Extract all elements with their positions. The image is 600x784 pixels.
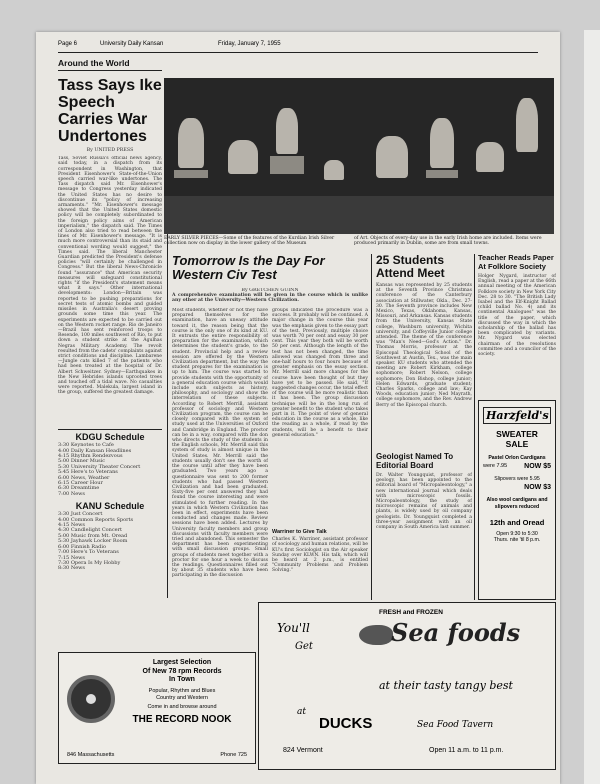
at-text: at [297,707,306,717]
schedule-item: 7:15 News [58,554,85,561]
cardigans-line: Pastel Orlon Cardigans [488,455,546,461]
paper-name: University Daily Kansan [100,41,164,47]
schedule-item: 7:30 Opera Is My Hobby [58,559,121,566]
column-rule [371,254,372,600]
cardigan-prices [483,463,551,470]
adjacent-page-edge [584,30,600,784]
record-nook-name: THE RECORD NOOK [132,713,232,725]
geologist-article [376,452,472,600]
schedule-item: 6:30 Dreamtime [58,485,100,492]
photo-caption-right [354,236,554,247]
record-nook-address: 846 Massachusetts [67,752,115,758]
geologist-headline: Geologist Named To Editorial Board [376,452,454,470]
harzfelds-ad [478,400,556,600]
store-hours: Open 9:30 to 5:30 [496,531,538,537]
tass-body: Tass, Soviet Russia's official news agency, said today, in a dispatch from its correspondent in Washington, that President Eisenhower's State-of-the-Union speech carried war-like undertones. The Tass dispatch said Mr. Eisenhower's message to Congress yesterday indicated the United States has no desire to discontinue its "policy of increasing armaments." "Mr. Eisenhower's message showed that the United States domestic policy will be completely subordinated to the foreign policy aims of American imperialism," the dispatch said. The Times of London also tried to read between the lines of Mr. Eisenhower's message. "It is much more controversial than its staid and conventional wording would suggest," the Times said. The liberal Manchester Guardian predicted the President's defense policies "will certainly be challenged in Congress." But the liberal News-Chronicle found "assurance" that American security measures will safeguard constitutional rights "if the President's statement means what it says." Other international developments: London—Britain was reported to be pushing preparations for secret tests of atomic bombs and guided missiles in Australia's desert proving grounds some time this year. The experiments are expected to be carried out on the Western rocket range. Rio de Janeiro—Brazil has sent reinforced troops to Resende, 100 miles southwest of Rio, to put down a student strike at the Agulhas Negras Military Academy. The revolt resulted from the cadets' complaints against strict conditions and discipline. Lambarene—Jungle cats killed 7 of the patients who had been treated at the hospital of Dr. Albert Schweitzer. Sydney—Earthquakes in the New Hebrides islands uprooted trees and touched off a tidal wave. No casualties were reported. Malekula, largest island in the group, suffered the greatest damage. [58,156,162,396]
schedule-item: 7:00 Here's To Veterans [58,549,119,556]
westciv-body-1: Most students, whether or not they have prepared themselves for the examination, have an uneasy attitude toward it, the reason being that the course is the only one of its kind at KU. It entrusts the entire responsibility of preparation for the examination, which determines the student's grade, to the student. Provincial help and a review session are offered by the Western Civilization department, but the way the student prepares for the examination is up to him. The course was started to provide students with the opportunity of a general education course which would include such subjects as history, philosophy, and sociology and show the interrelation of these subjects. According to Robert Merrill, assistant professor of sociology and Western Civilization program, the course can be closely compared with the system of study used at the Universities of Oxford and Cambridge in England. The proctor can be in a way, compared with the don who directs the study of the students in the English schools, Mr. Merrill said this system of study is almost unique in the United States. Mr. Merrill said the students usually don't see the worth of the course until after they have been graduated. Two years ago a questionnaire was sent to 200 former students who had passed Western Civilization and had been graduated. Sixty-five per cent answered they had found the course interesting and were stimulated to further reading. In the years in which Western Civilization has been in effect, experiments have been conducted and changes made. Review sessions have been added. Lectures by University faculty members and group discussions with faculty members were tried and abandoned. This semester the department has been experimenting with small discussion groups. Small groups of students meet together with a proctor for one hour a week to discuss the readings. Questionnaires filled out by about 35 students who have been participating in the discussion [172,308,268,579]
schedule-item: 8:30 News [58,565,85,572]
seafood-hours: Open 11 a.m. to 11 p.m. [429,747,504,754]
westciv-lead: A comprehensive examination will be given in the course which is unlike any other at the University—Western Civilization. [172,293,368,302]
kdgu-title: KDGU Schedule [75,432,145,443]
ducks-name: DUCKS [319,715,373,732]
slipover-price: NOW $3 [524,484,551,491]
silver-pitcher [376,136,408,178]
page-number: Page 6 [58,41,78,47]
schedule-item: 3:30 Just Concert [58,511,103,518]
record-line6: Come in and browse around [147,703,217,710]
silver-teapot [476,142,504,172]
schedule-item: 5:30 University Theater Concert [58,463,141,470]
teacher-article [478,254,556,398]
students-article [376,254,472,450]
urn-base [174,170,208,178]
silver-cup [324,160,344,180]
schedule-item: 4:00 Daily Kansan Headlines [58,447,132,454]
silver-urn [430,118,454,168]
was-price: were 7.95 [483,463,508,469]
issue-date: Friday, January 7, 1955 [218,41,281,47]
schedule-item: 6:15 Career Hour [58,480,103,487]
now-price: NOW $5 [524,463,551,470]
record-line2: Of New 78 rpm Records [142,667,222,675]
schedule-item: 6:00 Finnish Radio [58,543,106,550]
silver-photo [164,78,554,234]
tass-byline: By UNITED PRESS [86,148,134,153]
record-line1: Largest Selection [152,659,212,666]
westciv-body-2-wrap [272,308,368,600]
seafood-address: 824 Vermont [283,747,323,754]
geologist-body: Dr. Walter Youngquist, professor of geology, has been appointed to the editorial board of "Micropaleontology," a new international journal which deals with microscopic fossils. Micropaleontology, the study of microscopic remains of animals and plants, is widely used by oil company geologists. Dr. Youngquist completed a three-year assignment with an oil company in South America last summer. [376,473,472,531]
photo-caption-left [164,236,344,247]
kanu-schedule [58,501,162,571]
schedule-item: 4:15 Rhythm Rendezvous [58,453,123,460]
section-label: Around the World [58,58,162,71]
silver-teapot [228,140,258,174]
tavern-name: Sea Food Tavern [417,720,494,730]
newspaper-page [36,32,560,784]
seafoods-brand: Sea foods [391,618,521,647]
store-hours-thursday: Thurs. nite 'til 8 p.m. [493,537,541,543]
left-column [58,58,162,598]
schedule-item: 7:00 News [58,490,85,497]
caption-part-1: EARLY SILVER PIECES—Some of the features of the Kurdian Irish Silver collection now on display in the lower gallery of the Museum [164,236,335,247]
get-text: Get [295,641,313,652]
teacher-headline: Teacher Reads Paper At Folklore Society [478,254,554,271]
youll-text: You'll [277,621,310,635]
slipovers-line: Slipovers were 5.95 [494,476,540,482]
caption-part-2: of Art. Objects of every-day use in the early Irish home are included. Items were produced primarily in Dublin, some are from small towns. [354,236,542,247]
westciv-head [172,254,368,284]
schedule-item: 5:30 Jayhawk Locker Room [58,538,128,545]
record-nook-phone: Phone 725 [220,752,247,758]
schedule-item: 5:45 Here's to Veterans [58,469,118,476]
harzfelds-logo: Harzfeld's [483,407,551,424]
trophy-base [270,156,304,174]
store-address: 12th and Oread [489,518,545,527]
record-icon [67,675,115,723]
kanu-title: KANU Schedule [75,501,145,512]
warriner-subhead: Warriner to Give Talk [272,529,327,535]
students-headline: 25 Students Attend Meet [376,254,445,280]
fish-icon [359,625,393,645]
silver-chalice [516,98,538,152]
students-body: Kansas was represented by 25 students at the Seventh Province Christmas conference of the Canterbury association at Stillwater, Okla., Dec. 27-30. The Seventh province includes New Mexico, Texas, Oklahoma, Kansas, Missouri, and Arkansas. Kansas students from the University, Kansas State college, Washburn university, Wichita university, and Coffeyville Junior college attended. The theme of the conference was "Man's Need—God's Action." Dr. Thomas Morris, professor at the Episcopal Theological School of the Southwest at Austin, Tex., was the main speaker. KU students who attended the meeting are Robert Kirkham, college sophomore; Robert Nelson, college sophomore; Don Bishop, college junior; Helen Edwards, graduate student; Charles Sparks, college and law; Kay Woods, education junior; Ned Mayrath, college sophomore, and the Rev. Andrew Berry of the Episcopal church. [376,283,472,408]
schedule-item: 3:30 Keynotes to Cafe [58,442,114,449]
kdgu-schedule [58,429,162,497]
wool-line: Also wool cardigans and slipovers reduced [486,497,548,510]
westciv-headline: Tomorrow Is the Day For Western Civ Test [172,254,325,282]
silver-urn [178,118,204,168]
westciv-body-2: groups indicated the procedure was a success. It probably will be continued. A major change in the course this year was the emphasis given to the essay part of the test. Previously, multiple choice was worth 70 per cent and essay 30 per cent. This year they both will be worth 50 per cent. Although the length of the test has not been changed, the time allowed was changed from three and one-half hours to four hours because of greater emphasis on the essay section. Mr. Merrill said more changes for the course have been thought of but they have yet to be passed. He said, "If suggested changes occur, the total effect of the course will be more realistic than it has been. The group discussion technique will be in the long run of greater benefit to the student who takes part in it. The point of view of general education in the course as a whole, like the reading as a whole, if read by the students, will be a benefit to their general education." [272,308,368,438]
sale-title: SWEATER SALE [496,429,538,449]
masthead [58,40,538,53]
westciv-intro [172,288,368,302]
schedule-item: 5:00 Music from Mt. Oread [58,532,128,539]
ducks-seafood-ad [258,602,556,770]
kdgu-list [58,443,162,497]
urn-base [426,170,458,178]
schedule-item: 6:00 News, Weather [58,474,110,481]
record-nook-footer [67,752,247,758]
record-nook-text [115,659,249,726]
tass-headline: Tass Says Ike Speech Carries War Undertones [58,77,162,145]
schedule-item: 5:00 Dinner Music [58,458,106,465]
record-nook-ad [58,652,256,764]
fresh-frozen-text: FRESH and FROZEN [379,609,443,616]
display-shelf [164,196,554,234]
schedule-item: 4:00 Common Reports Sports [58,516,134,523]
record-line5: Country and Western [156,694,208,701]
teacher-body: Holger Nygard, instructor of English, read a paper at the 66th annual meeting of the American Folklore society in New York City Dec. 28 to 30. "The British Lady Isabel and the Elf-Knight Ballad (child ballad No. 4) and its continental Analogues" was the title of the paper, which discussed the way in which the scholarship of the ballad has been complicated by variants. Mr. Nygard was elected chairman of the resolutions committee and a councilor of the society. [478,274,556,358]
westciv-body-3: Charles K. Warriner, assistant professor of sociology and human relations, will be KU's first Sociologist on the Air speaker Sunday over KLWN. His talk, which will be heard at 2 p.m., is entitled "Community Problems and Problem Solving." [272,537,368,574]
schedule-item: 4:30 Candlelight Concert [58,527,123,534]
column-rule [474,254,475,600]
westciv-byline: By GRETCHEN GUINN [241,288,299,293]
record-line4: Popular, Rhythm and Blues [148,687,216,694]
schedule-item: 4:15 News [58,522,85,529]
kanu-list [58,512,162,571]
tangy-tagline: at their tasty tangy best [379,679,513,692]
record-line3: In Town [169,676,195,683]
silver-trophy [276,108,298,154]
